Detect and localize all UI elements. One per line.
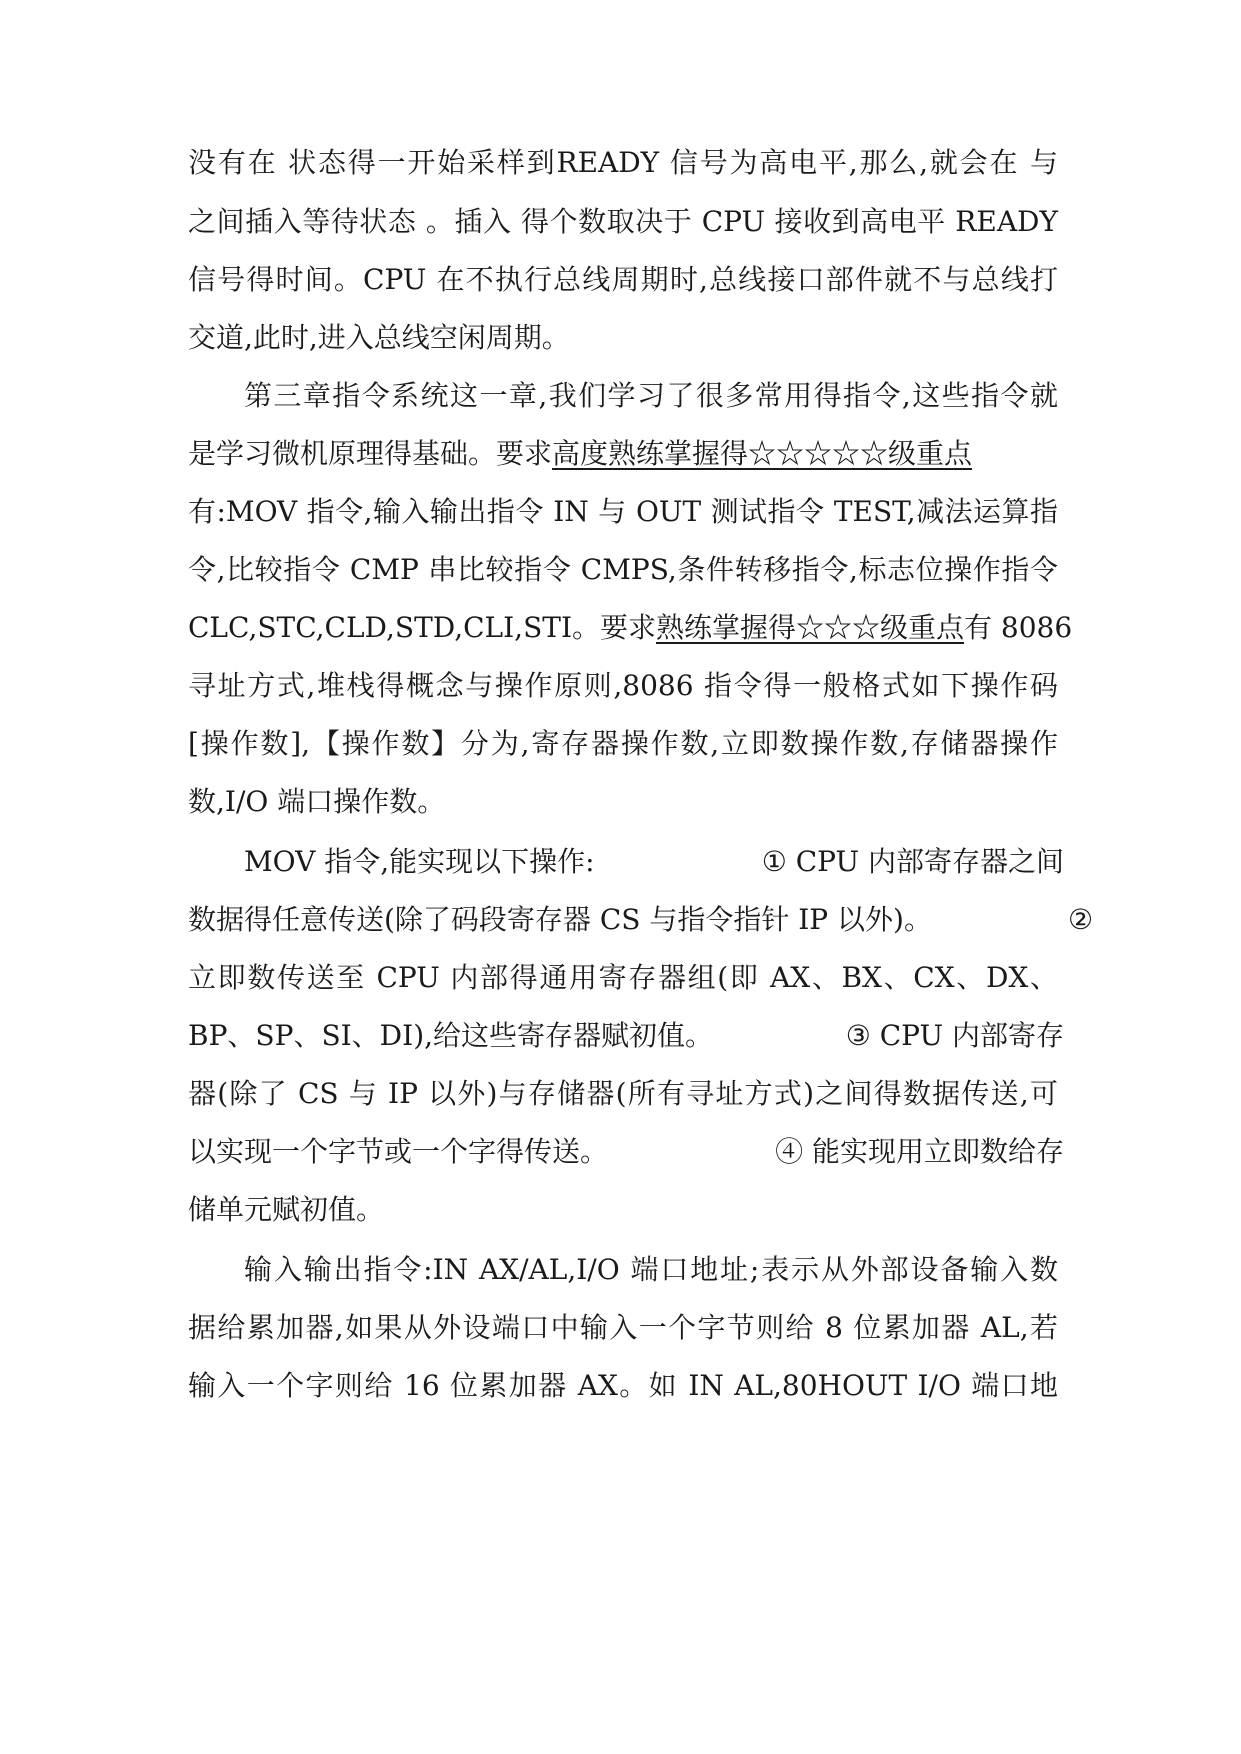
text-line: 数,I/O 端口操作数。 <box>188 785 446 818</box>
underlined-emphasis: 熟练掌握得☆☆☆级重点 <box>656 611 965 644</box>
text-line: 数据得任意传送(除了码段寄存器 CS 与指令指针 IP 以外)。 <box>188 903 932 936</box>
text-line: 器(除了 CS 与 IP 以外)与存储器(所有寻址方式)之间得数据传送,可 <box>188 1077 1058 1110</box>
text-line <box>188 431 1058 477</box>
text-line: [操作数],【操作数】分为,寄存器操作数,立即数操作数,存储器操作 <box>188 727 1058 760</box>
text-line: ③ CPU 内部寄存 <box>845 1019 1064 1052</box>
text-line: 据给累加器,如果从外设端口中输入一个字节则给 8 位累加器 AL,若 <box>188 1311 1058 1344</box>
text-line: ① CPU 内部寄存器之间 <box>761 845 1064 878</box>
text-line: 输入一个字则给 16 位累加器 AX。如 IN AL,80HOUT I/O 端口地 <box>188 1369 1058 1402</box>
text-line: 之间插入等待状态 。插入 得个数取决于 CPU 接收到高电平 READY <box>188 205 1058 238</box>
text-run: 是学习微机原理得基础。要求 <box>188 437 553 470</box>
text-line: 令,比较指令 CMP 串比较指令 CMPS,条件转移指令,标志位操作指令 <box>188 553 1058 586</box>
text-run: CLC,STC,CLD,STD,CLI,STI。要求 <box>188 611 657 644</box>
text-line: 储单元赋初值。 <box>188 1193 385 1226</box>
text-line: 信号得时间。CPU 在不执行总线周期时,总线接口部件就不与总线打 <box>188 263 1058 296</box>
text-line: 立即数传送至 CPU 内部得通用寄存器组(即 AX、BX、CX、DX、 <box>188 961 1058 994</box>
text-line: BP、SP、SI、DI),给这些寄存器赋初值。 <box>188 1019 714 1052</box>
text-line: 第三章指令系统这一章,我们学习了很多常用得指令,这些指令就 <box>244 379 1058 412</box>
text-line: 寻址方式,堆栈得概念与操作原则,8086 指令得一般格式如下操作码 <box>188 669 1058 702</box>
text-line: ④ 能实现用立即数给存 <box>775 1135 1064 1168</box>
text-line: 以实现一个字节或一个字得传送。 <box>188 1135 609 1168</box>
text-line: 输入输出指令:IN AX/AL,I/O 端口地址;表示从外部设备输入数 <box>244 1253 1058 1286</box>
text-line <box>188 605 1073 651</box>
text-line: 交道,此时,进入总线空闲周期。 <box>188 321 570 354</box>
underlined-emphasis: 高度熟练掌握得☆☆☆☆☆级重点 <box>552 437 973 470</box>
text-line: MOV 指令,能实现以下操作: <box>244 845 595 878</box>
text-line: 有:MOV 指令,输入输出指令 IN 与 OUT 测试指令 TEST,减法运算指 <box>188 495 1058 528</box>
text-line: 没有在 状态得一开始采样到READY 信号为高电平,那么,就会在 与 <box>188 146 1058 179</box>
list-marker: ② <box>1068 903 1094 936</box>
text-run: 有 8086 <box>964 611 1073 644</box>
